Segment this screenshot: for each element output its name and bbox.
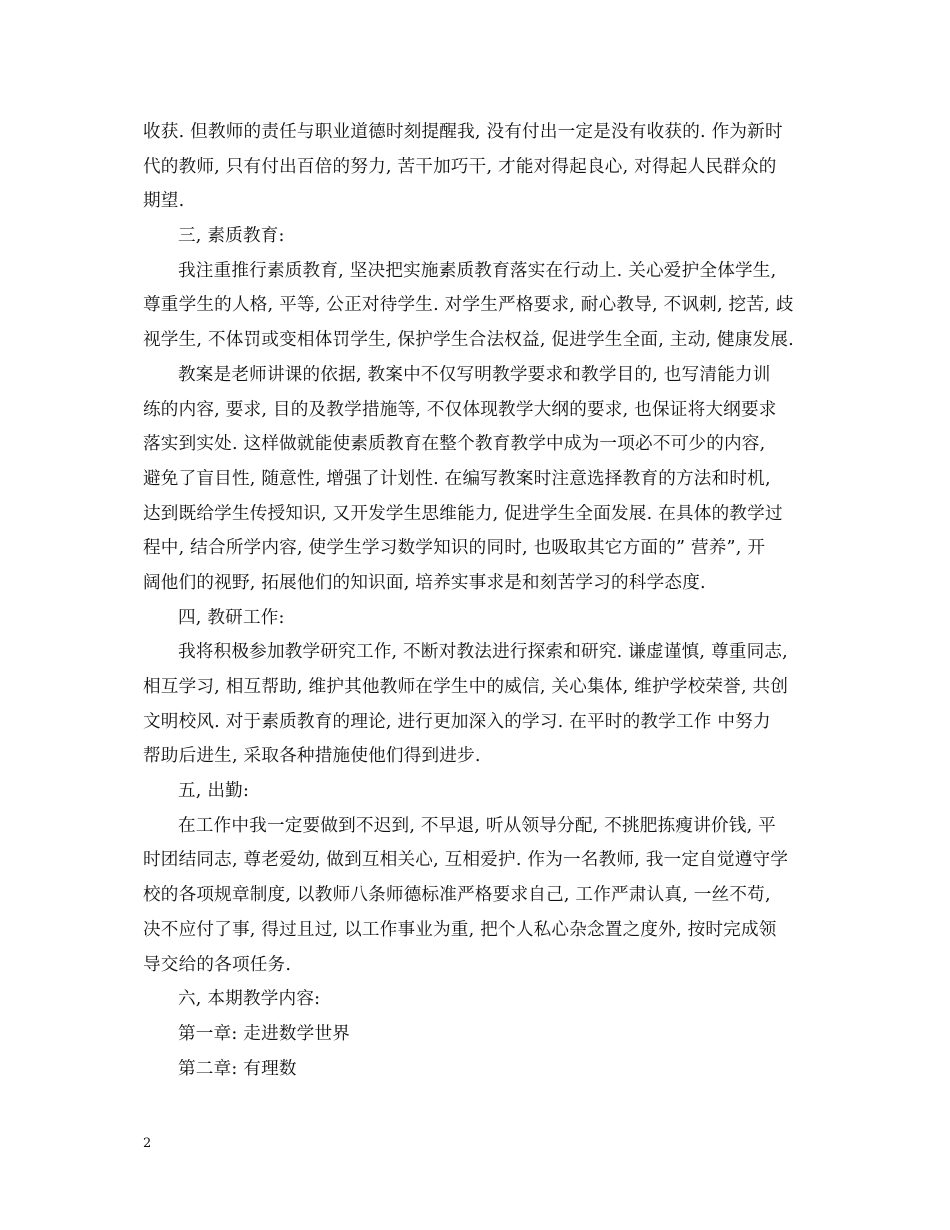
section-heading: 四, 教研工作: [178, 607, 285, 628]
heading-teaching-content [143, 982, 813, 1017]
text-line: 时团结同志, 尊老爱幼, 做到互相关心, 互相爱护. 作为一名教师, 我一定自觉遵守学 [143, 850, 789, 871]
heading-teaching-research [143, 601, 813, 636]
text-line: 导交给的各项任务. [143, 954, 292, 975]
text-line: 练的内容, 要求, 目的及教学措施等, 不仅体现教学大纲的要求, 也保证将大纲要求 [143, 399, 777, 420]
text-line: 尊重学生的人格, 平等, 公正对待学生. 对学生严格要求, 耐心教导, 不讽刺, 挖苦, 歧 [143, 295, 794, 316]
text-line: 帮助后进生, 采取各种措施使他们得到进步. [143, 746, 481, 767]
text-line: 程中, 结合所学内容, 使学生学习数学知识的同时, 也吸取其它方面的” 营养”, 开 [143, 538, 766, 559]
chapter-one [143, 1017, 813, 1052]
text-line: 教案是老师讲课的依据, 教案中不仅写明教学要求和教学目的, 也写清能力训 [178, 364, 771, 385]
paragraph-quality-education [143, 254, 813, 358]
section-heading: 三, 素质教育: [178, 226, 285, 247]
paragraph-teaching-research [143, 635, 813, 774]
text-line: 我将积极参加教学研究工作, 不断对教法进行探索和研究. 谦虚谨慎, 尊重同志, [178, 642, 788, 663]
paragraph-harvest [143, 115, 813, 219]
page-number: 2 [143, 1136, 152, 1151]
text-line: 避免了盲目性, 随意性, 增强了计划性. 在编写教案时注意选择教育的方法和时机, [143, 468, 771, 489]
text-line: 阔他们的视野, 拓展他们的知识面, 培养实事求是和刻苦学习的科学态度. [143, 572, 706, 593]
text-line: 视学生, 不体罚或变相体罚学生, 保护学生合法权益, 促进学生全面, 主动, 健康发展. [143, 330, 794, 351]
text-line: 相互学习, 相互帮助, 维护其他教师在学生中的威信, 关心集体, 维护学校荣誉, 共创 [143, 677, 789, 697]
chapter-item: 第一章: 走进数学世界 [178, 1023, 351, 1044]
text-line: 代的教师, 只有付出百倍的努力, 苦干加巧干, 才能对得起良心, 对得起人民群众的 [143, 156, 777, 177]
section-heading: 五, 出勤: [178, 781, 250, 802]
text-line: 达到既给学生传授知识, 又开发学生思维能力, 促进学生全面发展. 在具体的教学过 [143, 503, 783, 524]
document-body [143, 115, 813, 1086]
text-line: 期望. [143, 191, 185, 212]
section-heading: 六, 本期教学内容: [178, 989, 321, 1010]
paragraph-attendance [143, 809, 813, 982]
heading-quality-education [143, 219, 813, 254]
text-line: 落实到实处. 这样做就能使素质教育在整个教育教学中成为一项必不可少的内容, [143, 434, 766, 455]
text-line: 校的各项规章制度, 以教师八条师德标准严格要求自己, 工作严肃认真, 一丝不苟, [143, 885, 771, 906]
text-line: 我注重推行素质教育, 坚决把实施素质教育落实在行动上. 关心爱护全体学生, [178, 260, 777, 281]
text-line: 在工作中我一定要做到不迟到, 不早退, 听从领导分配, 不挑肥拣瘦讲价钱, 平 [178, 815, 776, 836]
text-line: 决不应付了事, 得过且过, 以工作事业为重, 把个人私心杂念置之度外, 按时完成领 [143, 919, 777, 940]
chapter-item: 第二章: 有理数 [178, 1058, 297, 1079]
heading-attendance [143, 774, 813, 809]
paragraph-lesson-plans [143, 358, 813, 601]
text-line: 文明校风. 对于素质教育的理论, 进行更加深入的学习. 在平时的教学工作 中努力 [143, 711, 771, 732]
chapter-two [143, 1052, 813, 1087]
text-line: 收获. 但教师的责任与职业道德时刻提醒我, 没有付出一定是没有收获的. 作为新时 [143, 122, 783, 142]
